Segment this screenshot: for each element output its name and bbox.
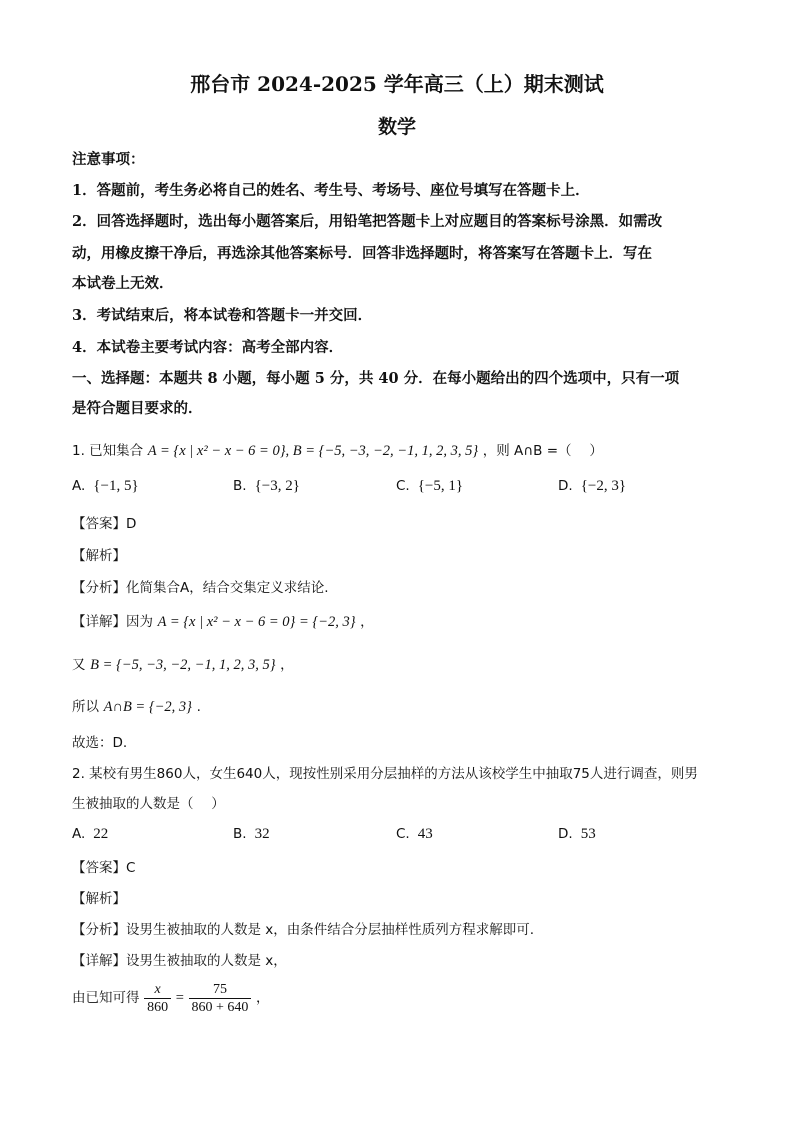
question-1-stem: 1. 已知集合 A = {x | x² − x − 6 = 0}, B = {−5, −3, −2, −1, 1, 2, 3, 5} ，则 A∩B =（ ） <box>72 443 603 459</box>
note-2-line-3: 本试卷上无效． <box>72 275 174 292</box>
note-1: 1．答题前，考生务必将自己的姓名、考生号、考场号、座位号填写在答题卡上． <box>72 182 590 199</box>
q2-option-c-label: C. <box>396 826 410 842</box>
q1-set-a: A = {x | x² − x − 6 = 0} <box>147 443 286 459</box>
q1-option-c-label: C. <box>396 478 410 494</box>
q1-option-b-label: B. <box>233 478 247 494</box>
q1-so-math: A∩B = {−2, 3} <box>103 699 192 715</box>
exam-subject: 数学 <box>377 116 416 138</box>
q2-analysis-tag: 【解析】 <box>72 891 126 907</box>
q1-detail <box>72 612 374 632</box>
q2-frac2-num: 75 <box>189 981 252 999</box>
q1-also-suffix: ， <box>280 657 294 673</box>
section-1-heading-line-1: 一、选择题：本题共 8 小题，每小题 5 分，共 40 分．在每小题给出的四个选项中，只有一项 <box>72 370 680 387</box>
q2-frac1-num: x <box>144 981 171 999</box>
q2-frac2-den: 860 + 640 <box>191 999 249 1015</box>
q1-choose: 故选：D. <box>72 735 128 751</box>
exam-title: 邢台市 2024-2025 学年高三（上）期末测试 <box>190 72 604 96</box>
q1-answer: 【答案】D <box>72 516 137 532</box>
q1-option-d-label: D. <box>558 478 573 494</box>
q1-option-d-value: {−2, 3} <box>580 478 627 494</box>
q2-option-d[interactable] <box>558 826 596 843</box>
q1-option-a[interactable] <box>72 478 139 495</box>
q2-option-c[interactable] <box>396 826 433 843</box>
q1-suffix: ，则 A∩B =（ ） <box>482 443 603 459</box>
q1-detail-math: A = {x | x² − x − 6 = 0} = {−2, 3} <box>157 614 356 630</box>
note-2-line-1: 2．回答选择题时，选出每小题答案后，用铅笔把答题卡上对应题目的答案标号涂黑．如需改 <box>72 213 663 230</box>
q1-detail-suffix: ， <box>360 614 374 630</box>
q1-option-a-label: A. <box>72 478 86 494</box>
q2-option-d-label: D. <box>558 826 573 842</box>
q2-equation <box>72 978 270 1018</box>
q1-set-b: B = {−5, −3, −2, −1, 1, 2, 3, 5} <box>292 443 479 459</box>
q1-prefix: 1. 已知集合 <box>72 443 144 459</box>
q1-analysis-tag: 【解析】 <box>72 548 126 564</box>
q2-option-b-value: 32 <box>254 826 270 842</box>
q2-eq-suffix: ， <box>256 990 270 1006</box>
q2-fraction-2 <box>189 981 252 1016</box>
note-3: 3．考试结束后，将本试卷和答题卡一并交回． <box>72 307 373 324</box>
q1-detail-prefix: 【详解】因为 <box>72 614 153 630</box>
q2-option-a-label: A. <box>72 826 86 842</box>
note-4: 4．本试卷主要考试内容：高考全部内容． <box>72 339 344 356</box>
q1-option-c[interactable] <box>396 478 463 495</box>
q1-conclusion <box>72 697 201 717</box>
q2-answer: 【答案】C <box>72 860 136 876</box>
q2-option-c-value: 43 <box>417 826 433 842</box>
q1-analysis: 【分析】化简集合A，结合交集定义求结论. <box>72 580 329 596</box>
q1-also-prefix: 又 <box>72 657 86 673</box>
q1-option-a-value: {−1, 5} <box>93 478 139 494</box>
q2-detail: 【详解】设男生被抽取的人数是 x， <box>72 953 287 969</box>
q2-fraction-1 <box>144 981 171 1016</box>
q2-frac1-den: 860 <box>147 999 169 1015</box>
section-1-heading-line-2: 是符合题目要求的． <box>72 400 203 417</box>
q1-option-b-value: {−3, 2} <box>254 478 300 494</box>
q2-option-a[interactable] <box>72 826 108 843</box>
q2-option-d-value: 53 <box>580 826 596 842</box>
q1-also <box>72 655 294 675</box>
q2-option-b-label: B. <box>233 826 247 842</box>
q2-eq-sign: = <box>175 990 184 1006</box>
note-2-line-2: 动，用橡皮擦干净后，再选涂其他答案标号．回答非选择题时，将答案写在答题卡上．写在 <box>72 245 652 262</box>
q1-so-prefix: 所以 <box>72 699 99 715</box>
q1-so-suffix: . <box>196 699 201 715</box>
q2-eq-prefix: 由已知可得 <box>72 990 140 1006</box>
q2-option-b[interactable] <box>233 826 270 843</box>
q1-also-math: B = {−5, −3, −2, −1, 1, 2, 3, 5} <box>90 657 276 673</box>
question-2-stem-line-1: 2. 某校有男生860人，女生640人，现按性别采用分层抽样的方法从该校学生中抽取75人进行调查，则男 <box>72 766 698 782</box>
q2-option-a-value: 22 <box>93 826 109 842</box>
q1-option-b[interactable] <box>233 478 300 495</box>
q1-option-c-value: {−5, 1} <box>417 478 464 494</box>
question-2-stem-line-2: 生被抽取的人数是（ ） <box>72 796 225 812</box>
q2-analysis: 【分析】设男生被抽取的人数是 x，由条件结合分层抽样性质列方程求解即可. <box>72 922 535 938</box>
notes-heading: 注意事项： <box>72 151 145 168</box>
q1-option-d[interactable] <box>558 478 626 495</box>
